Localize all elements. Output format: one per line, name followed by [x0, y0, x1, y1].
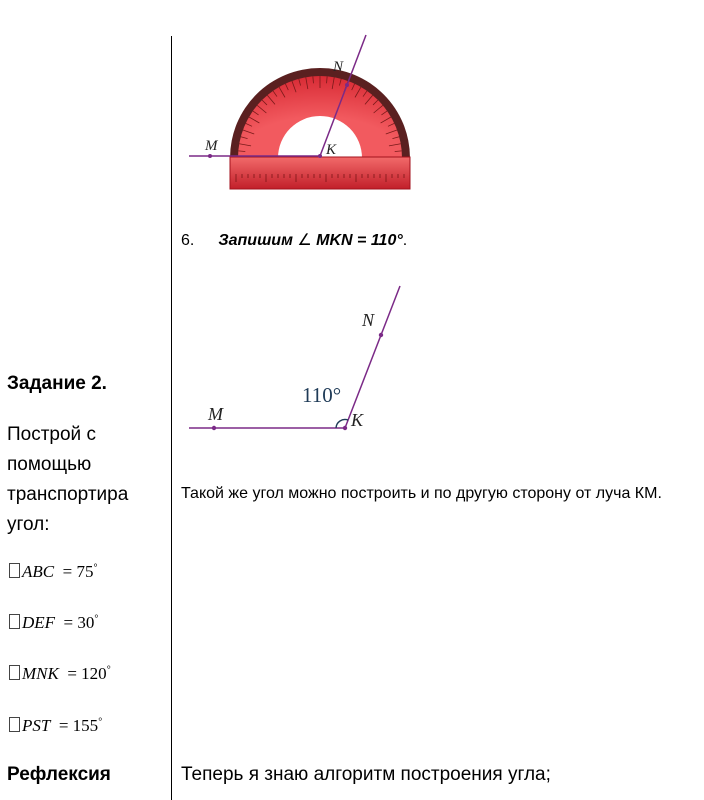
step-6 [181, 230, 407, 250]
label-k: K [351, 410, 364, 430]
label-n: N [333, 59, 344, 75]
angle-name: DEF [22, 613, 56, 632]
label-n: N [362, 310, 375, 330]
point-n [379, 333, 383, 337]
angle-item-def [9, 613, 98, 633]
reflection-text: Теперь я знаю алгоритм построения угла; [181, 764, 551, 785]
column-divider [171, 36, 172, 800]
angle-value: = 120 [67, 664, 107, 683]
step-text: Запишим [218, 232, 293, 249]
protractor-ruler [230, 157, 410, 189]
point-k [318, 154, 322, 158]
angle-figure [180, 280, 430, 440]
angle-value: = 75 [62, 562, 94, 581]
point-k [343, 426, 347, 430]
label-m: M [205, 138, 218, 154]
point-m [208, 154, 212, 158]
angle-item-pst [9, 716, 102, 736]
point-n [345, 83, 349, 87]
step-number: 6. [181, 232, 195, 249]
degree-mark: ° [98, 716, 103, 728]
note-text: Такой же угол можно построить и по другую сторону от луча КМ. [181, 485, 662, 502]
label-m: M [208, 404, 223, 424]
angle-symbol-placeholder [9, 614, 20, 629]
angle-name: ABC [22, 562, 55, 581]
angle-value: = 155 [58, 716, 99, 735]
reflection-title: Рефлексия [7, 764, 111, 785]
protractor-figure [180, 30, 430, 195]
point-m [212, 426, 216, 430]
angle-sign: ∠ [297, 232, 312, 249]
angle-value: = 30 [63, 613, 95, 632]
task-title: Задание 2. [7, 373, 107, 394]
angle-name: MNK [22, 664, 59, 683]
label-k: K [326, 142, 337, 158]
degree-mark: ° [106, 664, 111, 676]
angle-value-label: 110° [302, 383, 342, 407]
angle-expression: MKN = 110° [316, 232, 403, 249]
angle-item-mnk [9, 664, 111, 684]
step-end: . [402, 232, 408, 249]
angle-name: PST [22, 716, 51, 735]
angle-item-abc [9, 562, 97, 582]
task-text: Построй с помощью транспортира угол: [7, 424, 129, 535]
angle-symbol-placeholder [9, 665, 20, 680]
ray-kn [345, 286, 400, 428]
degree-mark: ° [93, 562, 98, 574]
degree-mark: ° [94, 613, 99, 625]
angle-symbol-placeholder [9, 717, 20, 732]
angle-symbol-placeholder [9, 563, 20, 578]
